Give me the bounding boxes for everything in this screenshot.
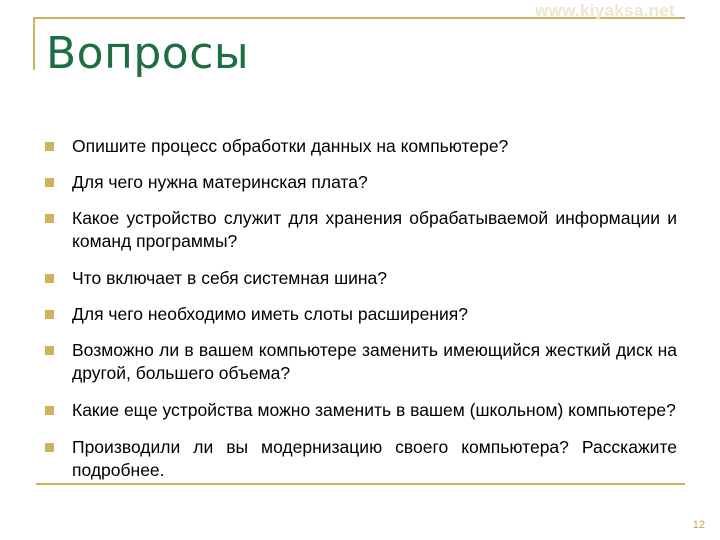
list-item-text: Для чего необходимо иметь слоты расширения? <box>72 304 468 324</box>
square-bullet-icon <box>45 443 54 452</box>
list-item <box>43 135 677 158</box>
square-bullet-icon <box>45 310 54 319</box>
list-item <box>43 436 677 482</box>
list-item-text: Какие еще устройства можно заменить в вашем (школьном) компьютере? <box>72 400 676 420</box>
slide-title: Вопросы <box>46 28 250 79</box>
list-item-text: Опишите процесс обработки данных на компьютере? <box>72 136 509 156</box>
list-item <box>43 399 677 422</box>
list-item <box>43 303 677 326</box>
square-bullet-icon <box>45 214 54 223</box>
list-item <box>43 207 677 253</box>
list-item-text: Для чего нужна материнская плата? <box>72 172 368 192</box>
frame-left-line <box>33 17 35 70</box>
square-bullet-icon <box>45 346 54 355</box>
list-item-text: Возможно ли в вашем компьютере заменить имеющийся жесткий диск на другой, большего объема? <box>72 340 677 383</box>
list-item-text: Какое устройство служит для хранения обрабатываемой информации и команд программы? <box>72 208 677 251</box>
list-item <box>43 339 677 385</box>
frame-bottom-line <box>36 483 685 485</box>
list-item-text: Что включает в себя системная шина? <box>72 268 388 288</box>
list-item <box>43 171 677 194</box>
question-list <box>43 135 677 495</box>
watermark: www.kiyaksa.net <box>535 1 675 20</box>
square-bullet-icon <box>45 406 54 415</box>
square-bullet-icon <box>45 274 54 283</box>
page-number: 12 <box>692 519 705 531</box>
square-bullet-icon <box>45 142 54 151</box>
square-bullet-icon <box>45 178 54 187</box>
list-item-text: Производили ли вы модернизацию своего компьютера? Расскажите подробнее. <box>72 437 677 480</box>
list-item <box>43 267 677 290</box>
